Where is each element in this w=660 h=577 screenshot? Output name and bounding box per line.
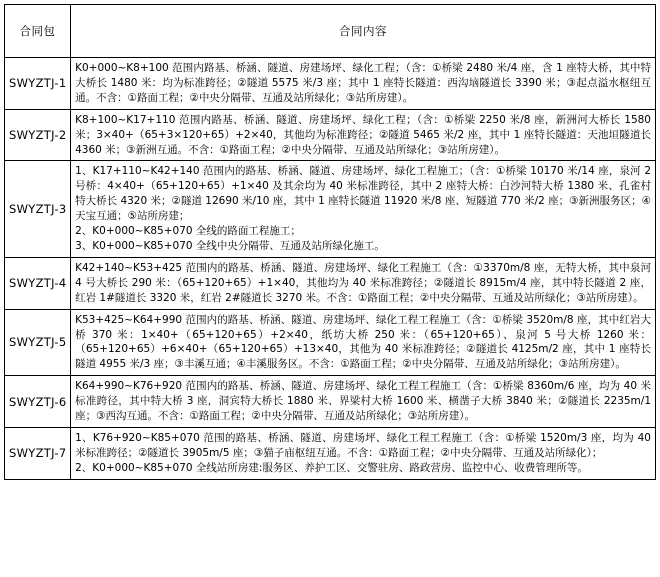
- package-code: SWYZTJ-1: [5, 58, 71, 110]
- content-line: K0+000~K8+100 范围内路基、桥涵、隧道、房建场坪、绿化工程；（含：①桥梁 2480 米/4 座，含 1 座特大桥，其中特大桥长 1480 米：均为标准跨径；②隧道 5575 米/3 座；其中 1 座特长隧道：西沟垴隧道长 3390 米；③起点溢水枢纽互通。不含：①路面工程；②中央分隔带、互通及站所绿化；③站所房建）。: [75, 62, 651, 104]
- content-line: K8+100~K17+110 范围内路基、桥涵、隧道、房建场坪、绿化工程；（含：①桥梁 2250 米/8 座，新洲河大桥长 1580 米；3×40+（65+3×120+65）+2×40，其他均为标准跨径；②隧道 5465 米/2 座，其中 1 座特长隧道：天池垣隧道长 4360 米；③新洲互通。不含：①路面工程；②中央分隔带、互通及站所绿化；③站所房建）。: [75, 113, 651, 156]
- table-row: [5, 109, 656, 161]
- content-line: 1、K17+110~K42+140 范围内的路基、桥涵、隧道、房建场坪、绿化工程施工；（含：①桥梁 10170 米/14 座，泉河 2 号桥：4×40+（65+120+65）+1×40 及其余均为 40 米标准跨径，其中 2 座特大桥：白沙河特大桥 1380 米、孔雀村特大桥长 4320 米；②隧道 12690 米/10 座，其中 1 座特长隧道 11920 米/8 座、短隧道 770 米/2 座；③新洲服务区；④天宝互通；⑤站所房建；: [75, 165, 651, 223]
- package-code: SWYZTJ-3: [5, 161, 71, 257]
- content-line: K53+425~K64+990 范围内的路基、桥涵、隧道、房建场坪、绿化工程工程施工（含：①桥梁 3520m/8 座，其中红岩大桥 370 米：1×40+（65+120+65）+2×40，纸坊大桥 250 米：（65+120+65）、泉河 5 号大桥 1260 米：（65+120+65）+6×40+（65+120+65）+13×40，其他为 40 米标准跨径；②隧道长 4125m/2 座，其中 1 座特长隧道 4955 米/3 座；③丰溪互通；④丰溪服务区。不含：①路面工程；②中央分隔带、互通及站所绿化；③站所房建）。: [75, 313, 651, 371]
- content-line: 3、K0+000~K85+070 全线中央分隔带、互通及站所绿化施工。: [75, 239, 385, 252]
- table-row: [5, 161, 656, 257]
- contract-content: [71, 109, 656, 161]
- table-row: [5, 257, 656, 309]
- contract-table: [4, 4, 656, 480]
- content-line: K64+990~K76+920 范围内的路基、桥涵、隧道、房建场坪、绿化工程工程施工（含：①桥梁 8360m/6 座，均为 40 米标准跨径，其中特大桥 3 座，洞宾特大桥长 1880 米、界梁村大桥 1600 米、横凿子大桥 3840 米；②隧道长 2235m/1 座；③西沟互通。不含：①路面工程；②中央分隔带、互通及站所绿化；③站所房建）。: [75, 380, 651, 423]
- column-header-package: 合同包: [5, 5, 71, 58]
- table-row: [5, 376, 656, 428]
- table-row: [5, 58, 656, 110]
- content-line: 2、K0+000~K85+070 全线的路面工程施工；: [75, 225, 301, 238]
- contract-content: [71, 161, 656, 257]
- content-line: 1、K76+920~K85+070 范围的路基、桥涵、隧道、房建场坪、绿化工程工程施工（含：①桥梁 1520m/3 座，均为 40 米标准跨径；②隧道长 3905m/5 座；③猫子庙枢纽互通。不含：①路面工程；②中央分隔带、互通及站所绿化）；: [75, 431, 651, 459]
- package-code: SWYZTJ-4: [5, 257, 71, 309]
- package-code: SWYZTJ-5: [5, 309, 71, 376]
- content-line: K42+140~K53+425 范围内的路基、桥涵、隧道、房建场坪、绿化工程施工（含：①3370m/8 座，无特大桥，其中泉河 4 号大桥长 290 米：（65+120+65）+1×40，其他均为 40 米标准跨径；②隧道长 8915m/4 座，其中特长隧道 2 座，红岩 1#隧道长 3320 米，红岩 2#隧道长 3270 米。不含：①路面工程；②中央分隔带、互通及站所绿化；③站所房建）。: [75, 261, 651, 304]
- contract-content: [71, 58, 656, 110]
- contract-content: [71, 309, 656, 376]
- table-header-row: [5, 5, 656, 58]
- table-row: [5, 309, 656, 376]
- table-header: [5, 5, 656, 58]
- contract-content: [71, 427, 656, 479]
- contract-content: [71, 257, 656, 309]
- contract-content: [71, 376, 656, 428]
- package-code: SWYZTJ-6: [5, 376, 71, 428]
- table-row: [5, 427, 656, 479]
- table-body: [5, 58, 656, 480]
- package-code: SWYZTJ-7: [5, 427, 71, 479]
- content-line: 2、K0+000~K85+070 全线站所房建:服务区、养护工区、交警驻房、路政营房、监控中心、收费管理所等。: [75, 461, 588, 474]
- package-code: SWYZTJ-2: [5, 109, 71, 161]
- column-header-content: 合同内容: [71, 5, 656, 58]
